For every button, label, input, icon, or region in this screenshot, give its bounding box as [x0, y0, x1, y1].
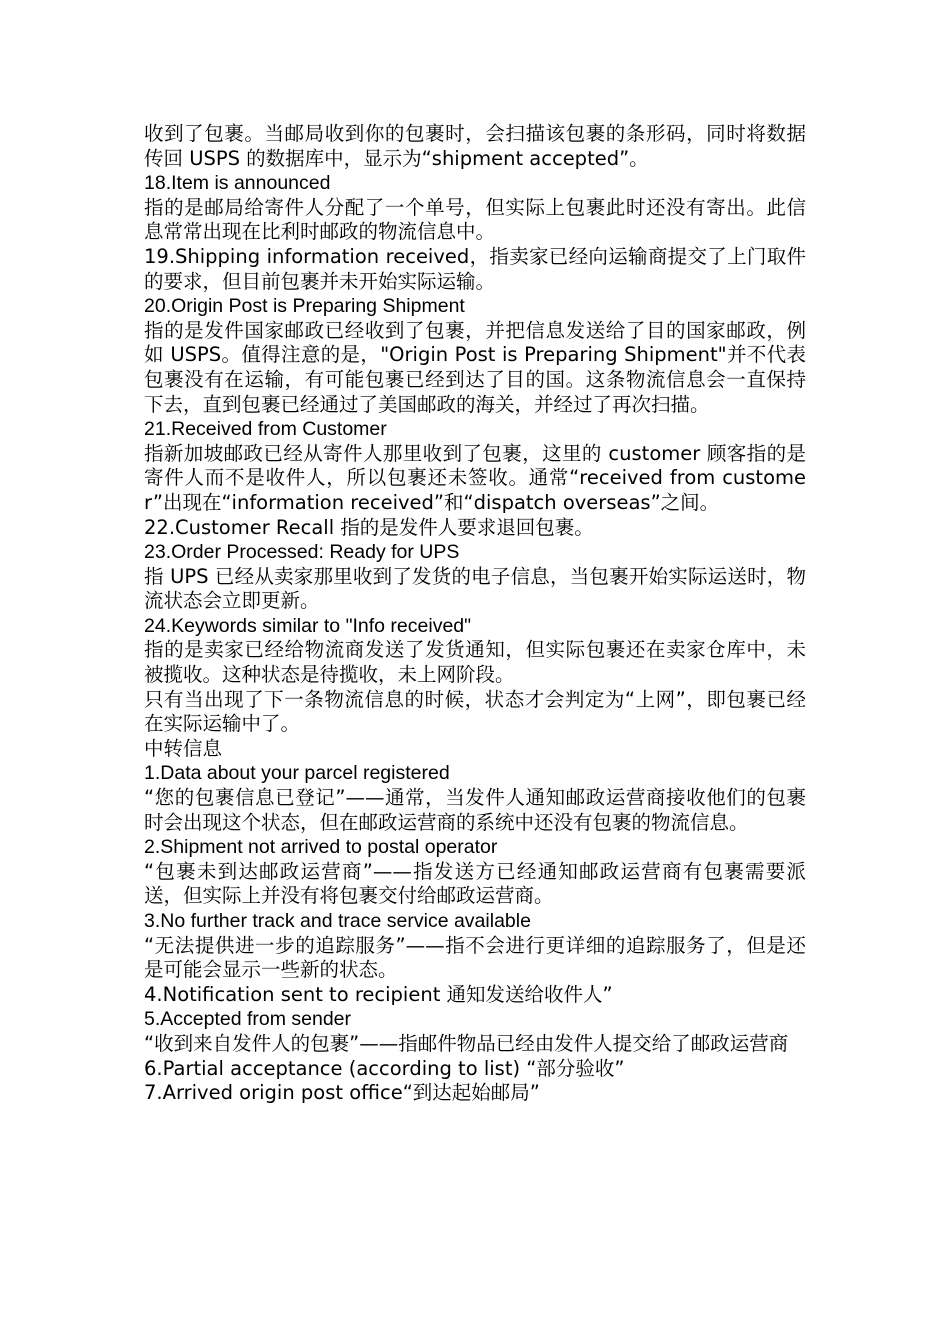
section-heading: 24.Keywords similar to "Info received" [144, 614, 472, 637]
section-heading: 21.Received from Customer [144, 418, 387, 441]
paragraph: “收到来自发件人的包裹”——指邮件物品已经由发件人提交给了邮政运营商 [144, 1031, 789, 1055]
paragraph: 19.Shipping information received，指卖家已经向运输商提交了上门取件的要求，但目前包裹并未开始实际运输。 [144, 244, 806, 293]
paragraph: 7.Arrived origin post office“到达起始邮局” [144, 1081, 540, 1105]
paragraph: 22.Customer Recall 指的是发件人要求退回包裹。 [144, 515, 594, 539]
section-heading: 3.No further track and trace service available [144, 910, 531, 932]
paragraph: 指 UPS 已经从卖家那里收到了发货的电子信息，当包裹开始实际运送时，物流状态会立即更新。 [144, 564, 806, 613]
paragraph: 6.Partial acceptance (according to list) “部分验收” [144, 1056, 625, 1080]
paragraph: 4.Notification sent to recipient 通知发送给收件人” [144, 982, 613, 1006]
section-heading: 5.Accepted from sender [144, 1008, 352, 1031]
paragraph: 指新加坡邮政已经从寄件人那里收到了包裹，这里的 customer 顾客指的是寄件人而不是收件人，所以包裹还未签收。通常“received from customer”出现在“information received”和“dispatch overseas”之间。 [144, 441, 806, 514]
section-heading: 1.Data about your parcel registered [144, 762, 450, 785]
paragraph: “无法提供进一步的追踪服务”——指不会进行更详细的追踪服务了，但是还是可能会显示一些新的状态。 [144, 933, 806, 982]
paragraph: 指的是邮局给寄件人分配了一个单号，但实际上包裹此时还没有寄出。此信息常常出现在比利时邮政的物流信息中。 [144, 195, 806, 244]
section-title: 中转信息 [144, 736, 223, 760]
document-body [144, 122, 806, 1106]
paragraph: “包裹未到达邮政运营商”——指发送方已经通知邮政运营商有包裹需要派送，但实际上并没有将包裹交付给邮政运营商。 [144, 859, 806, 908]
paragraph: 指的是卖家已经给物流商发送了发货通知，但实际包裹还在卖家仓库中，未被揽收。这种状态是待揽收，未上网阶段。 [144, 638, 806, 687]
section-heading: 20.Origin Post is Preparing Shipment [144, 295, 465, 318]
section-heading: 2.Shipment not arrived to postal operator [144, 836, 498, 859]
paragraph: “您的包裹信息已登记”——通常，当发件人通知邮政运营商接收他们的包裹时会出现这个状态，但在邮政运营商的系统中还没有包裹的物流信息。 [144, 786, 806, 834]
section-heading: 18.Item is announced [144, 172, 331, 195]
paragraph: 指的是发件国家邮政已经收到了包裹，并把信息发送给了目的国家邮政，例如 USPS。值得注意的是，"Origin Post is Preparing Shipment"并不代表包裹没有在运输，有可能包裹已经到达了目的国。这条物流信息会一直保持下去，直到包裹已经通过了美国邮政的海关，并经过了再次扫描。 [144, 318, 806, 416]
section-heading: 23.Order Processed: Ready for UPS [144, 541, 460, 564]
paragraph: 收到了包裹。当邮局收到你的包裹时，会扫描该包裹的条形码，同时将数据传回 USPS 的数据库中，显示为“shipment accepted”。 [144, 122, 806, 170]
paragraph: 只有当出现了下一条物流信息的时候，状态才会判定为“上网”，即包裹已经在实际运输中了。 [144, 687, 806, 736]
